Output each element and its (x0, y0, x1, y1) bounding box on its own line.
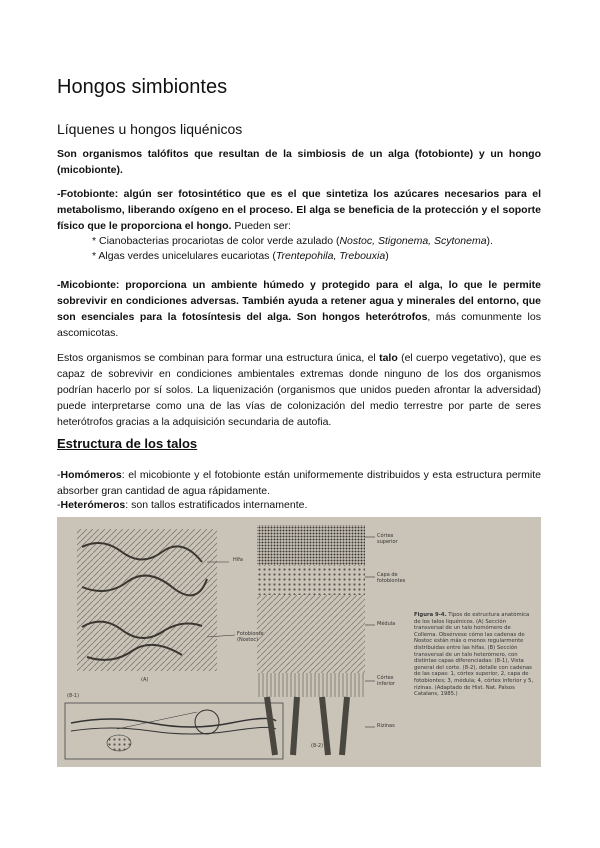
homomeros-bold: Homómeros (60, 469, 122, 481)
talo-paragraph (57, 350, 541, 430)
label-medula: Médula (377, 621, 396, 627)
homomeros-text: : el micobionte y el fotobionte están uniformemente distribuidos y esta estructura permite absorber gran cantidad de agua rápidamente. (57, 469, 541, 497)
homomeros-paragraph (57, 467, 541, 499)
heteromeros-dash: - (57, 499, 61, 511)
label-a: (A) (141, 677, 149, 683)
label-rizinas: Rizinas (377, 723, 395, 729)
label-capa-fotobiontes: Capa de fotobiontes (377, 572, 406, 584)
bullet2-end: ) (385, 250, 389, 262)
bullet2-text: * Algas verdes unicelulares eucariotas ( (92, 250, 276, 262)
micobionte-tail: , más comunmente los ascomicotas. (57, 311, 541, 339)
bullet2-italic: Trentepohila, Trebouxia (275, 250, 386, 262)
section-8-1-drawing (65, 703, 283, 759)
talo-bold: talo (379, 352, 398, 364)
heteromeros-paragraph (57, 497, 541, 513)
fotobionte-paragraph (57, 186, 541, 234)
page-title: Hongos simbiontes (57, 76, 228, 98)
figure-caption (414, 612, 534, 698)
micobionte-paragraph (57, 277, 541, 341)
homomero-drawing (77, 529, 235, 671)
fotobionte-tail: Pueden ser: (231, 220, 291, 232)
talo-pre: Estos organismos se combinan para formar una estructura única, el (57, 352, 380, 364)
label-8-2: (8-2) (311, 743, 324, 749)
heteromeros-text: : son tallos estratificados internamente. (125, 499, 308, 511)
fotobionte-lead: -Fotobionte: algún ser fotosintético que es el que sintetiza los azúcares necesarios para el metabolismo, liberando oxígeno en el proceso. El alga se beneficia de la protección y el soporte físico que le proporciona el hongo. (57, 188, 541, 232)
caption-text: Tipos de estructura anatómica de los talos liquénicos. (A) Sección transversal de un talo homómero de Collema. Obsérvese cómo las cadenas de Nostoc están más o menos regularmente distribuidas entre las hifas. (B) Sección transversal de un talo heterómero, con distintas capas diferenciadas: (8-1), Vista general del corte. (8-2), detalle con cadenas de las capas: 1, córtex superior, 2, capa de fotobiontes; 3, médula; 4, córtex inferior y 5, rizinas. (Adaptado de Hist. Nat. Països Catalans, 1985.) (414, 612, 534, 698)
bullet1-end: ). (486, 235, 493, 247)
heteromeros-bold: Heterómeros (60, 499, 126, 511)
label-8-1: (8-1) (67, 693, 80, 699)
talo-post: (el cuerpo vegetativo), que es capaz de sobrevivir en condiciones ambientales extremas donde ninguno de los dos organismos podrían hacerlo por sí solos. La liquenización (organismos que unidos pueden afrontar la adversidad) puede interpretarse como una de las vías de colonización del medio terrestre por parte de seres heterótrofos gracias a la adquisición secundaria de autofia. (57, 352, 541, 428)
label-cortex-superior: Córtex superior (377, 533, 398, 545)
structure-title: Estructura de los talos (57, 436, 198, 451)
label-cortex-inferior: Córtex inferior (377, 675, 395, 687)
bullet1-text: * Cianobacterias procariotas de color verde azulado ( (92, 235, 340, 247)
section-title: Líquenes u hongos liquénicos (57, 121, 243, 137)
label-fotobionte: Fotobionte (Nostoc) (237, 631, 264, 643)
bullet-cianobacterias (92, 233, 493, 249)
intro-paragraph: Son organismos talófitos que resultan de la simbiosis de un alga (fotobionte) y un hongo (micobionte). (57, 148, 541, 176)
micobionte-lead: -Micobionte: proporciona un ambiente húmedo y protegido para el alga, lo que le permite sobrevivir en condiciones adversas. También ayuda a retener agua y minerales del entorno, que son esenciales para la fotosíntesis del alga. Son hongos heterótrofos (57, 279, 541, 323)
homomeros-dash: - (57, 469, 61, 481)
bullet1-italic: Nostoc, Stigonema, Scytonema (339, 235, 487, 247)
bullet-algas (92, 248, 389, 264)
label-hifa: Hifa (233, 557, 243, 563)
caption-bold: Figura 9-4. (414, 612, 447, 618)
